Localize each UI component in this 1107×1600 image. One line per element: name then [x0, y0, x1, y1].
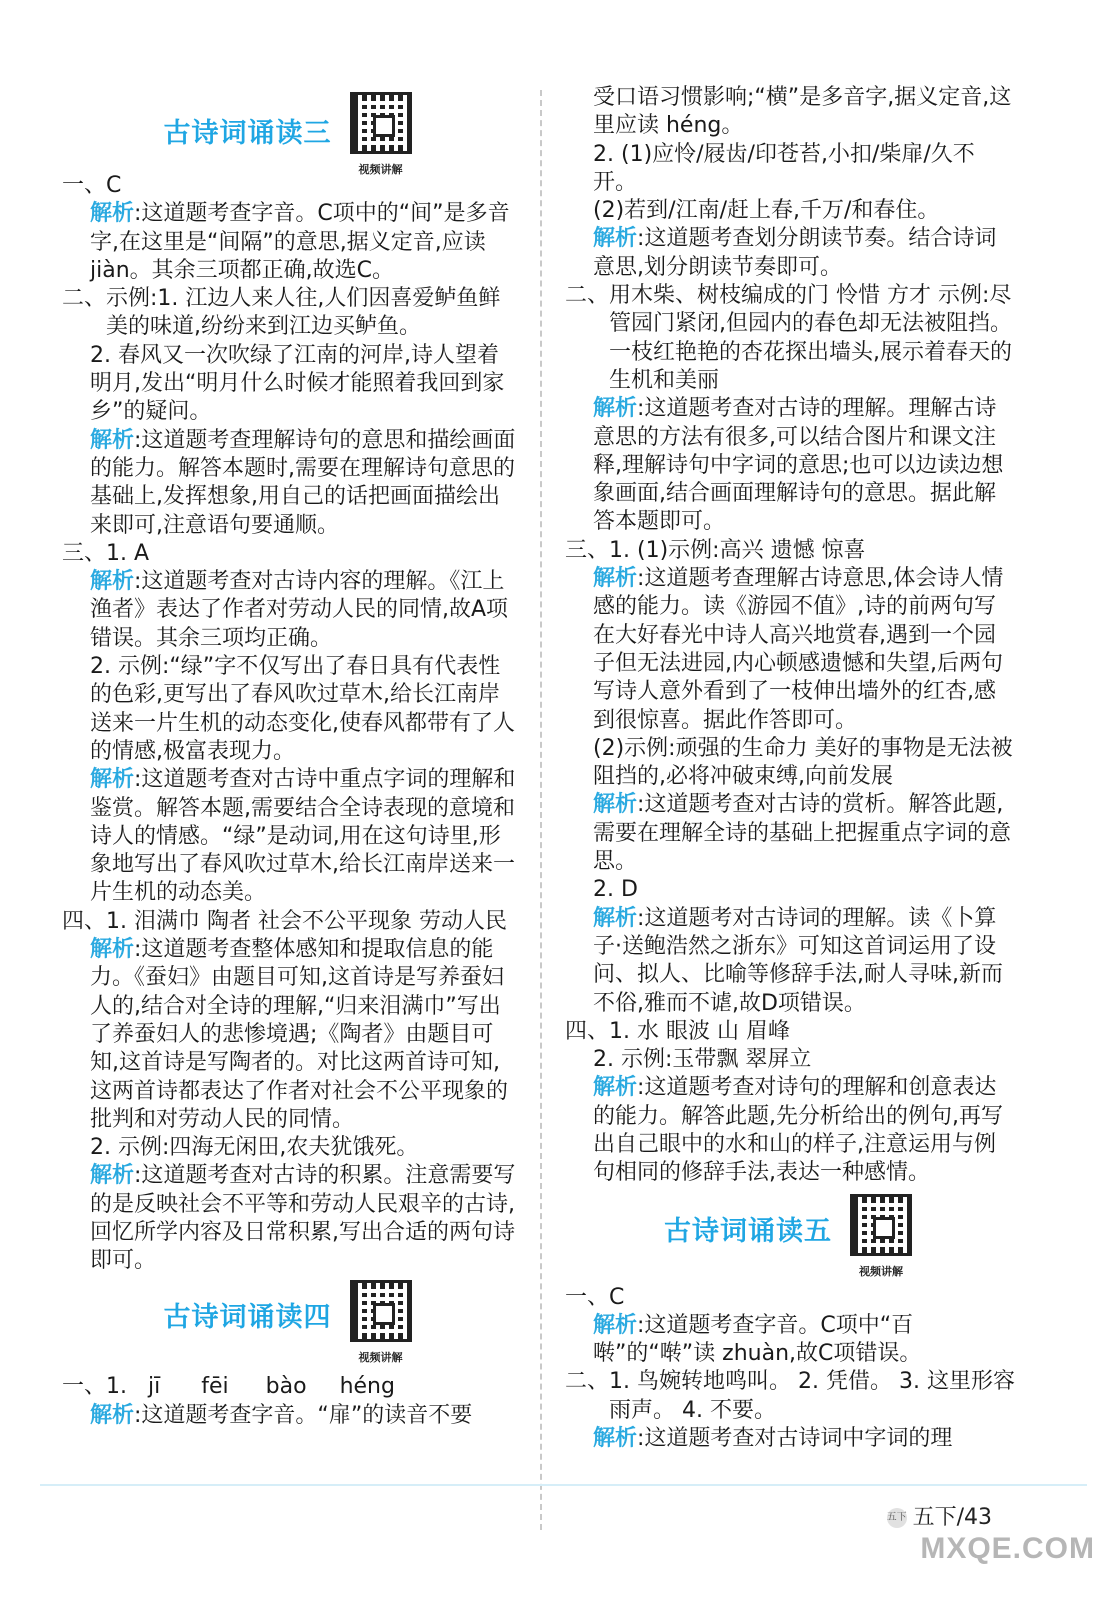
analysis: 解析:这道题考查理解古诗意思,体会诗人情感的能力。读《游园不值》,诗的前两句写在大好春光中诗人高兴地赏春,遇到一个园子但无法进园,内心顿感遗憾和失望,后两句写诗人意外看到了一枝伸出墙外的红杏,感到很惊喜。据此作答即可。: [593, 566, 1004, 733]
answer-item: 一、C: [62, 173, 122, 198]
section-title: 古诗词诵读三: [163, 118, 332, 149]
answer-item: 二、 用木柴、树枝编成的门 怜惜 方才 示例:尽管园门紧闭,但园内的春色却无法被阻挡。一枝红艳艳的杏花探出墙头,展示着春天的生机和美丽: [565, 283, 1013, 393]
answer-item: 2. D: [593, 877, 638, 903]
pinyin: jī: [148, 1373, 161, 1399]
analysis: 解析:这道题考查理解诗句的意思和描绘画面的能力。解答本题时,需要在理解诗句意思的基础上,发挥想象,用自己的话把画面描绘出来即可,注意语句要通顺。: [90, 427, 516, 538]
answer-item: 三、 1. (1)示例:高兴 遗憾 惊喜: [565, 537, 866, 563]
grade-badge-icon: 五下: [887, 1508, 907, 1528]
analysis: 解析:这道题考查对古诗中重点字词的理解和鉴赏。解答本题,需要结合全诗表现的意境和诗人的情感。“绿”是动词,用在这句诗里,形象地写出了春风吹过草木,给长江南岸送来一片生机的动态美。: [90, 767, 516, 906]
qr-caption: 视频讲解: [358, 163, 403, 176]
answer-item: 2. 春风又一次吹绿了江南的河岸,诗人望着明月,发出“明月什么时候才能照着我回到家乡”的疑问。: [90, 342, 505, 425]
qr-code-icon[interactable]: [850, 1194, 912, 1256]
answer-item: (2)若到/江南/赶上春,千万/和春住。: [593, 198, 940, 224]
answer-item: 四、 1. 泪满巾 陶者 社会不公平现象 劳动人民: [62, 908, 507, 934]
right-column: [565, 84, 1015, 1453]
pinyin: fēi: [201, 1373, 229, 1399]
analysis: 解析:这道题考查对诗句的理解和创意表达的能力。解答此题,先分析给出的例句,再写出自己眼中的水和山的样子,注意运用与例句相同的修辞手法,表达一种感情。: [593, 1075, 1003, 1186]
qr-code-block[interactable]: [346, 1276, 416, 1372]
qr-code-icon[interactable]: [350, 92, 412, 154]
qr-code-icon[interactable]: [350, 1280, 412, 1342]
answer-item: 三、 1. A: [62, 540, 150, 566]
answer-item: 四、 1. 水 眼波 山 眉峰: [565, 1018, 790, 1044]
answer-item: 2. (1)应怜/屐齿/印苍苔,小扣/柴扉/久不开。: [593, 141, 975, 195]
answer-item: 2. 示例:四海无闲田,农夫犹饿死。: [90, 1135, 419, 1161]
left-column: [62, 84, 517, 1430]
answer-item: 二、 1. 鸟婉转地鸣叫。 2. 凭借。 3. 这里形容雨声。 4. 不要。: [565, 1369, 1015, 1423]
analysis: 解析:这道题考对古诗词的理解。读《卜算子·送鲍浩然之浙东》可知这首词运用了设问、拟人、比喻等修辞手法,耐人寻味,新而不俗,雅而不谑,故D项错误。: [593, 905, 1003, 1016]
analysis: 解析:这道题考查对古诗词中字词的理: [593, 1426, 953, 1452]
continuation: 受口语习惯影响;“横”是多音字,据义定音,这里应读 héng。: [593, 85, 1012, 139]
analysis: 解析:这道题考查整体感知和提取信息的能力。《蚕妇》由题目可知,这首诗是写养蚕妇人的,结合对全诗的理解,“归来泪满巾”写出了养蚕妇人的悲惨境遇;《陶者》由题目可知,这首诗是写陶者的。对比这两首诗可知,这两首诗都表达了作者对社会不公平现象的批判和对劳动人民的同情。: [90, 937, 509, 1132]
analysis: 解析:这道题考查字音。C项中“百啭”的“啭”读 zhuàn,故C项错误。: [593, 1312, 922, 1367]
answer-item: 一、C: [565, 1284, 625, 1310]
section-title: 古诗词诵读五: [664, 1215, 832, 1247]
answer-item: (2)示例:顽强的生命力 美好的事物是无法被阻挡的,必将冲破束缚,向前发展: [593, 735, 1013, 790]
analysis: 解析:这道题考查对古诗的理解。理解古诗意思的方法有很多,可以结合图片和课文注释,理解诗句中字词的意思;也可以边读边想象画面,结合画面理解诗句的意思。据此解答本题即可。: [593, 396, 1004, 535]
footer-rule: [40, 1484, 1087, 1486]
pinyin: héng: [339, 1373, 395, 1399]
section-title: 古诗词诵读四: [163, 1301, 332, 1333]
analysis: 解析:这道题考查字音。C项中的“间”是多音字,在这里是“间隔”的意思,据义定音,应读 jiàn。其余三项都正确,故选C。: [90, 201, 510, 283]
page-number: 五下 五下/43: [886, 1505, 992, 1530]
analysis: 解析:这道题考查对古诗的赏析。解答此题,需要在理解全诗的基础上把握重点字词的意思。: [593, 792, 1012, 875]
qr-caption: 视频讲解: [859, 1264, 903, 1278]
analysis: 解析:这道题考查字音。“扉”的读音不要: [90, 1402, 473, 1428]
section-header-5: [565, 1188, 1015, 1284]
answer-item: 二、 示例:1. 江边人来人往,人们因喜爱鲈鱼鲜美的味道,纷纷来到江边买鲈鱼。: [62, 286, 501, 340]
qr-code-block[interactable]: [846, 1188, 916, 1286]
column-divider: [540, 90, 542, 1530]
answer-item: 2. 示例:玉带飘 翠屏立: [593, 1047, 812, 1073]
answer-item: 一、1. jī fēi bào héng: [62, 1372, 517, 1402]
answer-item: 2. 示例:“绿”字不仅写出了春日具有代表性的色彩,更写出了春风吹过草木,给长江南岸送来一片生机的动态变化,使春风都带有了人的情感,极富表现力。: [90, 654, 515, 764]
pinyin: bào: [265, 1373, 307, 1399]
analysis: 解析:这道题考查对古诗的积累。注意需要写的是反映社会不平等和劳动人民艰辛的古诗,回忆所学内容及日常积累,写出合适的两句诗即可。: [90, 1163, 516, 1274]
section-header-4: [62, 1276, 517, 1372]
analysis: 解析:这道题考查划分朗读节奏。结合诗词意思,划分朗读节奏即可。: [593, 226, 997, 280]
watermark: MXQE.COM: [920, 1532, 1095, 1565]
qr-code-block[interactable]: [346, 84, 416, 184]
qr-caption: 视频讲解: [358, 1350, 403, 1364]
analysis: 解析:这道题考查对古诗内容的理解。《江上渔者》表达了作者对劳动人民的同情,故A项错误。其余三项均正确。: [90, 569, 509, 651]
